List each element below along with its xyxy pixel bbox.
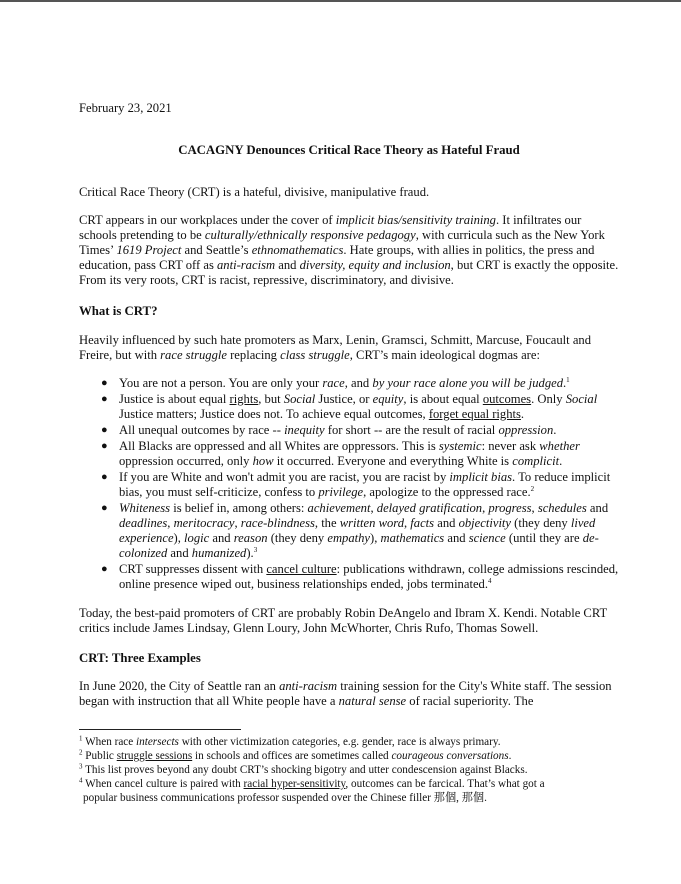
heading-what-is-crt: What is CRT? bbox=[79, 304, 158, 318]
document-date: February 23, 2021 bbox=[79, 101, 172, 115]
footnotes bbox=[79, 735, 619, 805]
page-top-border bbox=[0, 0, 681, 2]
footnote-3: $^3$ This list proves beyond any doubt CRT’s shocking bigotry and utter condescension against Blacks. bbox=[79, 762, 528, 776]
heading-three-examples: CRT: Three Examples bbox=[79, 651, 201, 665]
footnote-ref[interactable]: 3 bbox=[253, 545, 258, 554]
bullet-icon: ● bbox=[101, 377, 108, 389]
footnote-4: $^4$ When cancel culture is paired with racial hyper-sensitivity, outcomes can be farcical. That’s what got a bbox=[79, 776, 545, 790]
list-item: ● You are not a person. You are only your race, and by your race alone you will be judged.$^1$ bbox=[101, 375, 570, 390]
paragraph-influences: Heavily influenced by such hate promoters as Marx, Lenin, Gramsci, Schmitt, Marcuse, Foucault and Freire, but with race struggle replacing class struggle, CRT’s main ideological dogmas are: bbox=[79, 333, 592, 362]
paragraph-promoters: Today, the best-paid promoters of CRT are probably Robin DeAngelo and Ibram X. Kendi. Notable CRT critics include James Lindsay, Glenn Loury, John McWhorter, Chris Rufo, Thomas Sowell. bbox=[79, 606, 607, 635]
list-item: ● CRT suppresses dissent with cancel culture: publications withdrawn, college admissions rescinded, online presence wiped out, business relationships ended, jobs terminated.$^4$ bbox=[101, 562, 619, 591]
footnote-separator bbox=[79, 729, 241, 730]
bullet-icon: ● bbox=[101, 440, 108, 452]
list-item: ● If you are White and won't admit you are racist, you are racist by implicit bias. To reduce implicit bias, you must self-criticize, confess to privilege, apologize to the oppressed race.$^2$ bbox=[101, 470, 611, 499]
list-item: ● All unequal outcomes by race -- inequity for short -- are the result of racial oppression. bbox=[101, 423, 557, 437]
footnote-1: $^1$ When race intersects with other victimization categories, e.g. gender, race is always primary. bbox=[79, 734, 501, 748]
paragraph-crt-appears: CRT appears in our workplaces under the cover of implicit bias/sensitivity training. It infiltrates our schools pretending to be culturally/ethnically responsive pedagogy, with curricula such as the New York Times’ 1619 Project and Seattle’s ethnomathematics. Hate groups, with allies in politics, the press and education, pass CRT off as anti-racism and diversity, equity and inclusion, but CRT is exactly the opposite. From its very roots, CRT is racist, repressive, discriminatory, and divisive. bbox=[79, 213, 619, 287]
document-title: CACAGNY Denounces Critical Race Theory as Hateful Fraud bbox=[178, 143, 520, 157]
dogma-list bbox=[79, 376, 619, 593]
list-item: ● Whiteness is belief in, among others: achievement, delayed gratification, progress, schedules and deadlines, meritocracy, race-blindness, the written word, facts and objectivity (they deny lived experience), logic and reason (they deny empathy), mathematics and science (until they are de-colonized and humanized).$^3$ bbox=[101, 501, 609, 560]
bullet-icon: ● bbox=[101, 563, 108, 575]
bullet-icon: ● bbox=[101, 424, 108, 436]
list-item: ● All Blacks are oppressed and all Whites are oppressors. This is systemic: never ask whether oppression occurred, only how it occurred. Everyone and everything White is complicit. bbox=[101, 439, 580, 468]
footnote-2: $^2$ Public struggle sessions in schools and offices are sometimes called courageous conversations. bbox=[79, 748, 512, 762]
footnote-ref[interactable]: 1 bbox=[566, 375, 570, 384]
list-item: ● Justice is about equal rights, but Social Justice, or equity, is about equal outcomes. Only Social Justice matters; Justice does not. To achieve equal outcomes, forget equal rights. bbox=[101, 392, 598, 421]
footnote-4-continuation: popular business communications professor suspended over the Chinese filler 那個, 那個. bbox=[83, 792, 487, 804]
bullet-icon: ● bbox=[101, 393, 108, 405]
intro-paragraph: Critical Race Theory (CRT) is a hateful, divisive, manipulative fraud. bbox=[79, 185, 430, 199]
paragraph-seattle: In June 2020, the City of Seattle ran an anti-racism training session for the City's White staff. The session began with instruction that all White people have a natural sense of racial superiority. The bbox=[79, 679, 612, 708]
bullet-icon: ● bbox=[101, 471, 108, 483]
footnote-ref[interactable]: 4 bbox=[487, 576, 492, 585]
bullet-icon: ● bbox=[101, 502, 108, 514]
footnote-ref[interactable]: 2 bbox=[530, 484, 535, 493]
